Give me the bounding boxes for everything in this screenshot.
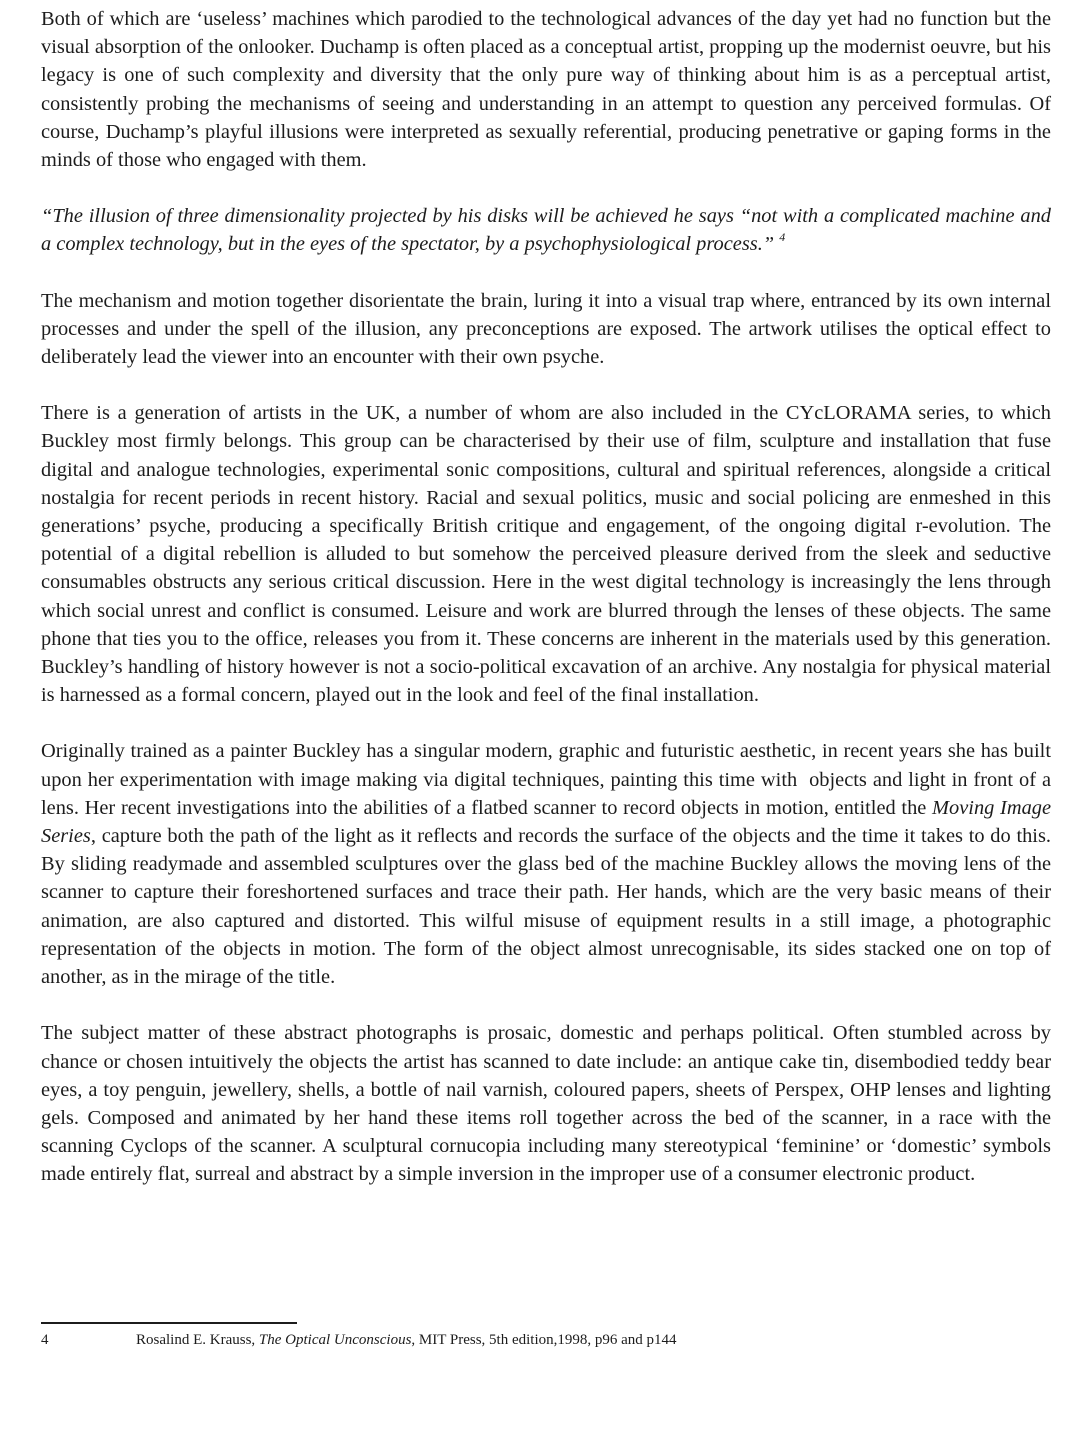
footnote-reference: 4 [779, 230, 786, 245]
footnote-book-title: The Optical Unconscious [258, 1332, 412, 1348]
paragraph-text-a: Originally trained as a painter Buckley has a singular modern, graphic and futuristic aesthetic, in recent years she has built upon her experimentation with image making via digital techniques, painting this time with objects and light in front of a lens. Her recent investigations into the abilities of a flatbed scanner to record objects in motion, entitled the [41, 740, 1051, 819]
footnote-publication: , MIT Press, 5th edition,1998, p96 and p144 [411, 1332, 677, 1348]
series-title: Moving Image Series [41, 796, 1052, 848]
document-body [41, 5, 1051, 1189]
paragraph-text-b: , capture both the path of the light as it reflects and records the surface of the objects and the time it takes to do this. By sliding readymade and assembled sculptures over the glass bed of the machine Buckley allows the moving lens of the scanner to capture their foreshortened surfaces and trace their path. Her hands, which are the very basic means of their animation, are also captured and distorted. This wilful misuse of equipment results in a still image, a photographic representation of the objects in motion. The form of the object almost unrecognisable, its sides stacked one on top of another, as in the mirage of the title. [41, 825, 1051, 989]
paragraph-subject-matter: The subject matter of these abstract photographs is prosaic, domestic and perhaps political. Often stumbled across by chance or chosen intuitively the objects the artist has scanned to date include: an antique cake tin, disembodied teddy bear eyes, a toy penguin, jewellery, shells, a bottle of nail varnish, coloured papers, sheets of Perspex, OHP lenses and lighting gels. Composed and animated by her hand these items roll together across the bed of the scanner, in a race with the scanning Cyclops of the scanner. A sculptural cornucopia including many stereotypical ‘feminine’ or ‘domestic’ symbols made entirely flat, surreal and abstract by a simple inversion in the improper use of a consumer electronic product. [41, 1022, 1051, 1186]
footnote-author: Rosalind E. Krauss, [136, 1332, 259, 1348]
paragraph-mechanism: The mechanism and motion together disorientate the brain, luring it into a visual trap where, entranced by its own internal processes and under the spell of the illusion, any preconceptions are exposed. The artwork utilises the optical effect to deliberately lead the viewer into an encounter with their own psyche. [41, 289, 1051, 369]
footnote-number: 4 [41, 1332, 49, 1348]
quote-text: “The illusion of three dimensionality projected by his disks will be achieved he says “not with a complicated machine and a complex technology, but in the eyes of the spectator, by a psychophysiological process.” [41, 205, 1051, 256]
footnote [41, 1330, 1051, 1350]
paragraph-buckley-training [41, 737, 1051, 991]
footnote-divider [41, 1322, 297, 1324]
paragraph-duchamp: Both of which are ‘useless’ machines which parodied to the technological advances of the day yet had no function but the visual absorption of the onlooker. Duchamp is often placed as a conceptual artist, propping up the modernist oeuvre, but his legacy is one of such complexity and diversity that the only pure way of thinking about him is as a perceptual artist, consistently probing the mechanisms of seeing and understanding in an attempt to question any perceived formulas. Of course, Duchamp’s playful illusions were interpreted as sexually referential, producing penetrative or gaping forms in the minds of those who engaged with them. [41, 8, 1051, 172]
block-quote [41, 202, 1051, 258]
paragraph-generation: There is a generation of artists in the UK, a number of whom are also included in the CYcLORAMA series, to which Buckley most firmly belongs. This group can be characterised by their use of film, sculpture and installation that fuse digital and analogue technologies, experimental sonic compositions, cultural and spiritual references, alongside a critical nostalgia for recent periods in recent history. Racial and sexual politics, music and social policing are enmeshed in this generations’ psyche, producing a specifically British critique and engagement, of the ongoing digital r-evolution. The potential of a digital rebellion is alluded to but somehow the perceived pleasure derived from the sleek and seductive consumables obstructs any serious critical discussion. Here in the west digital technology is increasingly the lens through which social unrest and conflict is consumed. Leisure and work are blurred through the lenses of these objects. The same phone that ties you to the office, releases you from it. These concerns are inherent in the materials used by this generation. Buckley’s handling of history however is not a socio-political excavation of an archive. Any nostalgia for physical material is harnessed as a formal concern, played out in the look and feel of the final installation. [41, 402, 1051, 707]
